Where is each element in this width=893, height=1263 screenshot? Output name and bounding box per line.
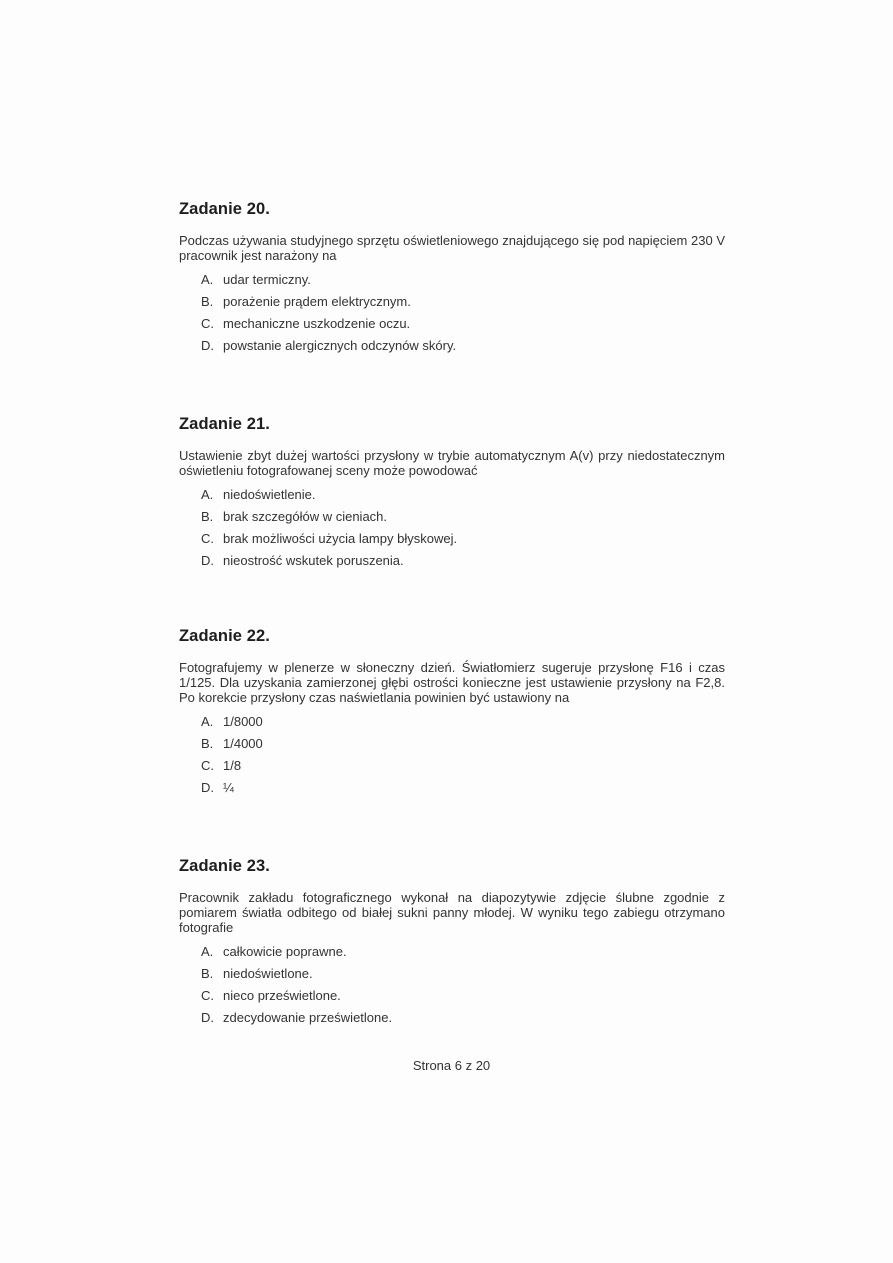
answer-a	[201, 269, 725, 291]
answer-letter: C.	[201, 758, 214, 773]
answer-text: niedoświetlenie.	[223, 487, 316, 502]
answer-c	[201, 528, 725, 550]
task-question: Podczas używania studyjnego sprzętu oświetleniowego znajdującego się pod napięciem 230 V pracownik jest narażony na	[179, 233, 725, 263]
answer-text: udar termiczny.	[223, 272, 311, 287]
answer-c	[201, 313, 725, 335]
answer-letter: D.	[201, 780, 214, 795]
answer-d	[201, 777, 725, 799]
answer-text: nieco prześwietlone.	[223, 988, 341, 1003]
answer-text: brak szczegółów w cieniach.	[223, 509, 388, 524]
answer-a	[201, 941, 725, 963]
answer-b	[201, 733, 725, 755]
answer-text: 1/8000	[223, 714, 263, 729]
answer-b	[201, 291, 725, 313]
task-title: Zadanie 23.	[179, 857, 270, 875]
answer-letter: A.	[201, 944, 214, 959]
answer-text: mechaniczne uszkodzenie oczu.	[223, 316, 411, 331]
answer-d	[201, 335, 725, 357]
task-question: Fotografujemy w plenerze w słoneczny dzień. Światłomierz sugeruje przysłonę F16 i czas 1/125. Dla uzyskania zamierzonej głębi ostrości konieczne jest ustawienie przysłony na F2,8. Po korekcie przysłony czas naświetlania powinien być ustawiony na	[179, 660, 725, 705]
answer-letter: B.	[201, 736, 214, 751]
task-question: Ustawienie zbyt dużej wartości przysłony w trybie automatycznym A(v) przy niedostatecznym oświetleniu fotografowanej sceny może powodować	[179, 448, 725, 478]
answer-b	[201, 506, 725, 528]
answer-letter: A.	[201, 272, 214, 287]
page-number: Strona 6 z 20	[412, 1058, 491, 1073]
answer-text: powstanie alergicznych odczynów skóry.	[223, 338, 457, 353]
answer-text: zdecydowanie prześwietlone.	[223, 1010, 393, 1025]
answer-text: całkowicie poprawne.	[223, 944, 347, 959]
answer-text: porażenie prądem elektrycznym.	[223, 294, 411, 309]
task-20	[179, 200, 725, 357]
answer-c	[201, 985, 725, 1007]
answer-letter: D.	[201, 338, 214, 353]
task-title: Zadanie 21.	[179, 415, 270, 433]
answer-letter: C.	[201, 316, 214, 331]
answer-letter: B.	[201, 509, 214, 524]
answer-letter: B.	[201, 294, 214, 309]
answer-letter: D.	[201, 1010, 214, 1025]
task-22	[179, 627, 725, 799]
answer-text: brak możliwości użycia lampy błyskowej.	[223, 531, 458, 546]
answer-d	[201, 550, 725, 572]
answer-list	[179, 269, 725, 357]
task-question: Pracownik zakładu fotograficznego wykonał na diapozytywie zdjęcie ślubne zgodnie z pomiarem światła odbitego od białej sukni panny młodej. W wyniku tego zabiegu otrzymano fotografie	[179, 890, 725, 935]
answer-d	[201, 1007, 725, 1029]
answer-c	[201, 755, 725, 777]
answer-letter: C.	[201, 531, 214, 546]
answer-list	[179, 484, 725, 572]
answer-text: 1/8	[223, 758, 242, 773]
answer-letter: D.	[201, 553, 214, 568]
answer-list	[179, 711, 725, 799]
answer-letter: A.	[201, 714, 214, 729]
answer-b	[201, 963, 725, 985]
task-21	[179, 415, 725, 572]
answer-letter: C.	[201, 988, 214, 1003]
answer-text: niedoświetlone.	[223, 966, 313, 981]
task-title: Zadanie 22.	[179, 627, 270, 645]
answer-text: 1/4000	[223, 736, 263, 751]
answer-list	[179, 941, 725, 1029]
answer-text: ¼	[223, 780, 234, 795]
answer-text: nieostrość wskutek poruszenia.	[223, 553, 404, 568]
answer-letter: A.	[201, 487, 214, 502]
task-title: Zadanie 20.	[179, 200, 270, 218]
task-23	[179, 857, 725, 1029]
answer-letter: B.	[201, 966, 214, 981]
answer-a	[201, 484, 725, 506]
answer-a	[201, 711, 725, 733]
